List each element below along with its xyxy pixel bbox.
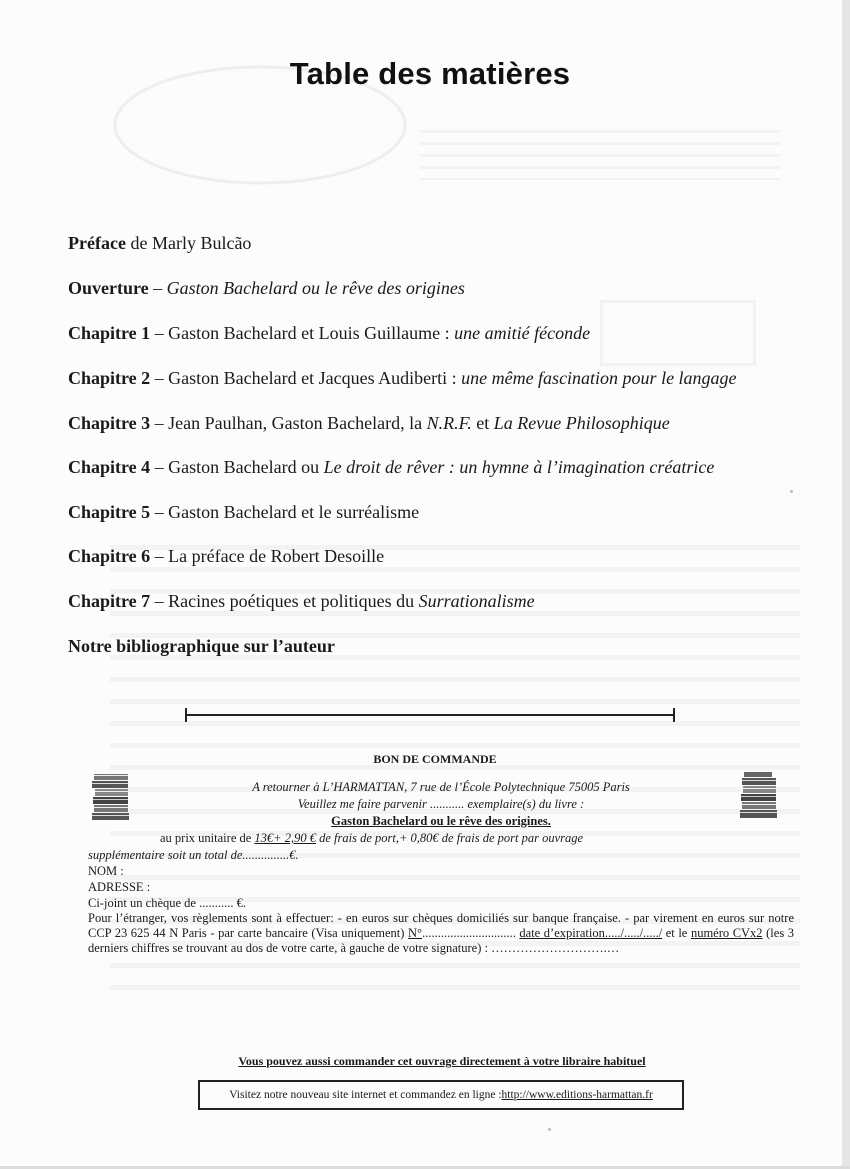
page-title: Table des matières: [289, 56, 571, 91]
show-through-lines: [420, 130, 780, 180]
order-form-title: BON DE COMMANDE: [373, 752, 497, 766]
paper-speck: [790, 490, 793, 493]
toc-entry-ouverture: Ouverture – Gaston Bachelard ou le rêve des origines: [68, 278, 465, 298]
toc-entry-chapitre-1: Chapitre 1 – Gaston Bachelard et Louis Guillaume : une amitié féconde: [68, 323, 591, 343]
footer-website-box: [198, 1080, 684, 1110]
order-request-line: Veuillez me faire parvenir ........... exemplaire(s) du livre :: [297, 797, 585, 811]
toc-entry-chapitre-2: Chapitre 2 – Gaston Bachelard et Jacques Audiberti : une même fascination pour le langage: [68, 368, 737, 388]
order-field-nom[interactable]: NOM :: [88, 864, 124, 878]
separator-rule: [185, 714, 675, 716]
toc-entry-chapitre-3: Chapitre 3 – Jean Paulhan, Gaston Bachelard, la N.R.F. et La Revue Philosophique: [68, 413, 670, 433]
website-link[interactable]: http://www.editions-harmattan.fr: [501, 1089, 653, 1101]
toc-entry-bibliographie: Notre bibliographique sur l’auteur: [68, 636, 335, 656]
order-payment-instructions: Pour l’étranger, vos règlements sont à effectuer: - en euros sur chèques domiciliés sur banque française. - par virement en euros sur notre CCP 23 625 44 N Paris - par carte bancaire (Visa uniquement) N°.............................. date d’expiration...../...../...../ et le numéro CVx2 (les 3 derniers chiffres se trouvant au dos de votre carte, à gauche de votre signature) : ……………………….…: [88, 911, 795, 955]
toc-entry-chapitre-4: Chapitre 4 – Gaston Bachelard ou Le droit de rêver : un hymne à l’imagination créatrice: [68, 457, 715, 477]
footer-bookshop-note: Vous pouvez aussi commander cet ouvrage directement à votre libraire habituel: [238, 1054, 646, 1068]
order-total-line: supplémentaire soit un total de...............€.: [88, 848, 299, 862]
order-price-line: au prix unitaire de 13€+ 2,90 € de frais de port,+ 0,80€ de frais de port par ouvrage: [160, 831, 584, 845]
order-return-address: A retourner à L’HARMATTAN, 7 rue de l’École Polytechnique 75005 Paris: [252, 780, 630, 794]
show-through-box: [600, 300, 756, 366]
footer-website-text: Visitez notre nouveau site internet et commandez en ligne :: [229, 1089, 502, 1101]
toc-entry-chapitre-7: Chapitre 7 – Racines poétiques et politiques du Surrationalisme: [68, 591, 535, 611]
order-book-title: Gaston Bachelard ou le rêve des origines.: [331, 814, 551, 828]
toc-entry-chapitre-6: Chapitre 6 – La préface de Robert Desoille: [68, 546, 385, 566]
order-field-cheque[interactable]: Ci-joint un chèque de ........... €.: [88, 896, 246, 910]
order-field-adresse[interactable]: ADRESSE :: [88, 880, 151, 894]
paper-speck: [548, 1128, 551, 1131]
page-edge: [842, 0, 850, 1169]
toc-entry-preface: Préface de Marly Bulcão: [68, 233, 252, 253]
toc-entry-chapitre-5: Chapitre 5 – Gaston Bachelard et le surréalisme: [68, 502, 420, 522]
